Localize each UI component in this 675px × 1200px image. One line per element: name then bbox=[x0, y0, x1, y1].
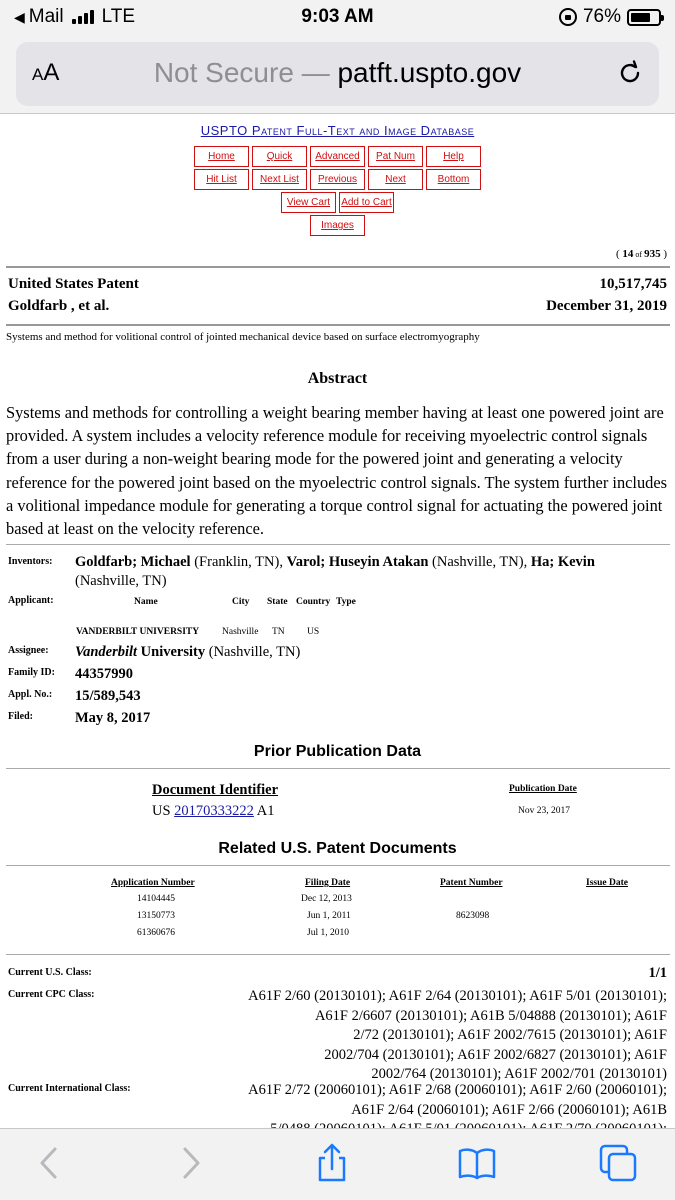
result-of: of bbox=[633, 250, 645, 259]
nav-home-button[interactable]: Home bbox=[194, 146, 249, 167]
not-secure-label: Not Secure bbox=[153, 57, 294, 88]
related-app-number: 61360676 bbox=[137, 928, 175, 938]
nav-pat-num-button[interactable]: Pat Num bbox=[368, 146, 423, 167]
nav-next-list-button[interactable]: Next List bbox=[252, 169, 307, 190]
assignee-label: Assignee: bbox=[8, 645, 49, 656]
related-filing-date: Jul 1, 2010 bbox=[307, 928, 349, 938]
view-cart-button[interactable]: View Cart bbox=[281, 192, 336, 213]
related-header-filing-date: Filing Date bbox=[305, 878, 351, 888]
applicant-header-city: City bbox=[232, 597, 250, 607]
appl-no-value: 15/589,543 bbox=[75, 688, 141, 704]
carrier-label: LTE bbox=[101, 6, 136, 27]
pub-date-value: Nov 23, 2017 bbox=[518, 806, 570, 816]
applicant-header-country: Country bbox=[296, 597, 331, 607]
result-index: 14 bbox=[622, 248, 634, 260]
cpc-line: A61F 2/6607 (20130101); A61B 5/04888 (20130101); A61F bbox=[314, 1007, 667, 1024]
url-domain: patft.uspto.gov bbox=[337, 57, 522, 88]
cpc-line: A61F 2/60 (20130101); A61F 2/64 (20130101); A61F 5/01 (20130101); bbox=[248, 988, 667, 1004]
rotation-lock-icon bbox=[559, 8, 577, 26]
nav-row-3 bbox=[0, 192, 675, 213]
applicant-city: Nashville bbox=[222, 627, 259, 637]
result-total: 935 bbox=[644, 248, 661, 260]
inventor-name: Ha; Kevin bbox=[530, 554, 595, 570]
related-header-application: Application Number bbox=[111, 878, 195, 888]
related-filing-date: Dec 12, 2013 bbox=[301, 894, 352, 904]
bookmarks-icon[interactable] bbox=[457, 1143, 497, 1183]
cpc-line: 2002/704 (20130101); A61F 2002/6827 (20130101); A61F bbox=[324, 1046, 667, 1063]
back-to-app-icon[interactable]: ◀ bbox=[14, 8, 25, 25]
nav-row-1 bbox=[0, 146, 675, 167]
nav-next-button[interactable]: Next bbox=[368, 169, 423, 190]
inventor-location: (Nashville, TN), bbox=[428, 554, 531, 570]
nav-previous-button[interactable]: Previous bbox=[310, 169, 365, 190]
nav-row-2 bbox=[0, 169, 675, 190]
url-display[interactable] bbox=[16, 57, 659, 89]
status-right bbox=[559, 6, 661, 28]
database-title[interactable] bbox=[0, 122, 675, 140]
patent-number: 10,517,745 bbox=[599, 276, 667, 292]
patent-type: United States Patent bbox=[8, 276, 139, 292]
assignee-name: Vanderbilt bbox=[75, 644, 138, 660]
intl-class-label: Current International Class: bbox=[8, 1083, 131, 1094]
cpc-line: 2/72 (20130101); A61F 2002/7615 (20130101); A61F bbox=[353, 1027, 667, 1043]
clock: 9:03 AM bbox=[301, 6, 374, 27]
nav-row-4 bbox=[0, 215, 675, 236]
prior-publication-heading: Prior Publication Data bbox=[253, 743, 422, 760]
applicant-header-type: Type bbox=[336, 597, 356, 607]
divider bbox=[6, 266, 670, 268]
battery-percent: 76% bbox=[582, 6, 621, 27]
cpc-class-value bbox=[248, 987, 667, 1085]
inventor-name: Goldfarb; Michael bbox=[75, 554, 191, 570]
nav-bottom-button[interactable]: Bottom bbox=[426, 169, 481, 190]
divider bbox=[6, 954, 670, 955]
applicant-state: TN bbox=[272, 627, 285, 637]
text-size-large: A bbox=[43, 59, 60, 86]
applicant-header-state: State bbox=[267, 597, 288, 607]
doc-id-prefix: US bbox=[152, 803, 175, 819]
assignee-name-rest: University bbox=[137, 644, 206, 660]
web-page bbox=[0, 114, 675, 1128]
browser-chrome bbox=[0, 36, 675, 114]
tabs-icon[interactable] bbox=[598, 1143, 638, 1183]
doc-id-header: Document Identifier bbox=[152, 782, 279, 798]
inventors-value bbox=[75, 553, 670, 591]
nav-hit-list-button[interactable]: Hit List bbox=[194, 169, 249, 190]
divider bbox=[6, 768, 670, 769]
related-patent-number: 8623098 bbox=[456, 911, 490, 921]
related-filing-date: Jun 1, 2011 bbox=[307, 911, 351, 921]
result-count bbox=[616, 248, 667, 260]
status-bar bbox=[0, 0, 675, 36]
intl-line: A61F 2/64 (20060101); A61F 2/66 (20060101); A61B bbox=[351, 1101, 667, 1118]
related-header-issue-date: Issue Date bbox=[586, 878, 628, 888]
result-open: ( bbox=[615, 248, 623, 260]
doc-id-link[interactable]: 20170333222 bbox=[174, 803, 254, 819]
doc-id-kind: A1 bbox=[253, 803, 275, 819]
browser-toolbar bbox=[0, 1128, 675, 1200]
related-app-number: 13150773 bbox=[137, 911, 175, 921]
divider bbox=[6, 865, 670, 866]
assignee-value bbox=[75, 644, 300, 661]
us-class-label: Current U.S. Class: bbox=[8, 967, 92, 978]
database-title-link[interactable]: USPTO Patent Full-Text and Image Database bbox=[200, 123, 475, 138]
us-class-value: 1/1 bbox=[648, 965, 667, 981]
pub-date-header: Publication Date bbox=[509, 784, 577, 794]
inventor-short: Goldfarb , et al. bbox=[8, 298, 110, 314]
nav-help-button[interactable]: Help bbox=[426, 146, 481, 167]
abstract-heading: Abstract bbox=[307, 370, 368, 387]
related-app-number: 14104445 bbox=[137, 894, 175, 904]
battery-icon bbox=[627, 9, 661, 26]
inventor-name: Varol; Huseyin Atakan bbox=[286, 554, 429, 570]
back-app-label[interactable]: Mail bbox=[28, 6, 64, 27]
related-docs-heading: Related U.S. Patent Documents bbox=[218, 840, 457, 857]
divider bbox=[6, 324, 670, 326]
forward-icon[interactable] bbox=[170, 1143, 210, 1183]
images-button[interactable]: Images bbox=[310, 215, 365, 236]
related-header-patent-number: Patent Number bbox=[440, 878, 503, 888]
family-id-value: 44357990 bbox=[75, 666, 133, 682]
add-to-cart-button[interactable]: Add to Cart bbox=[339, 192, 394, 213]
inventors-label: Inventors: bbox=[8, 556, 53, 567]
text-size-small: A bbox=[32, 65, 44, 84]
nav-quick-button[interactable]: Quick bbox=[252, 146, 307, 167]
applicant-header-name: Name bbox=[134, 597, 158, 607]
applicant-country: US bbox=[307, 627, 320, 637]
intl-line: A61F 2/72 (20060101); A61F 2/68 (20060101); A61F 2/60 (20060101); bbox=[248, 1082, 667, 1098]
cpc-line: 2002/764 (20130101); A61F 2002/701 (20130101) bbox=[371, 1066, 667, 1082]
cpc-class-label: Current CPC Class: bbox=[8, 989, 95, 1000]
url-separator: — bbox=[301, 57, 330, 88]
doc-id-value bbox=[152, 803, 274, 820]
reload-icon[interactable] bbox=[617, 60, 643, 86]
patent-title: Systems and method for volitional control of jointed mechanical device based on surface electromyography bbox=[6, 331, 480, 343]
nav-advanced-button[interactable]: Advanced bbox=[310, 146, 365, 167]
filed-label: Filed: bbox=[8, 711, 33, 722]
back-icon[interactable] bbox=[30, 1143, 70, 1183]
applicant-label: Applicant: bbox=[8, 595, 54, 606]
family-id-label: Family ID: bbox=[8, 667, 55, 678]
address-bar[interactable] bbox=[16, 42, 659, 106]
share-icon[interactable] bbox=[312, 1143, 352, 1183]
appl-no-label: Appl. No.: bbox=[8, 689, 53, 700]
filed-value: May 8, 2017 bbox=[75, 710, 151, 726]
inventor-location: (Franklin, TN), bbox=[190, 554, 287, 570]
assignee-location: (Nashville, TN) bbox=[205, 644, 301, 660]
applicant-name: VANDERBILT UNIVERSITY bbox=[76, 627, 200, 637]
divider bbox=[6, 544, 670, 545]
inventor-location: (Nashville, TN) bbox=[75, 573, 167, 589]
result-close: ) bbox=[660, 248, 667, 260]
patent-date: December 31, 2019 bbox=[546, 298, 667, 314]
abstract-text: Systems and methods for controlling a weight bearing member having at least one powered joint are provided. A system includes a velocity reference module for receiving myoelectric control signals from a user during a non-weight bearing mode for the powered joint and generating a velocity reference for the powered joint based on the myoelectric control signals. The system further includes a volitional impedance module for generating a torque control signal for actuating the powered joint based at least on the velocity reference. bbox=[6, 403, 668, 539]
